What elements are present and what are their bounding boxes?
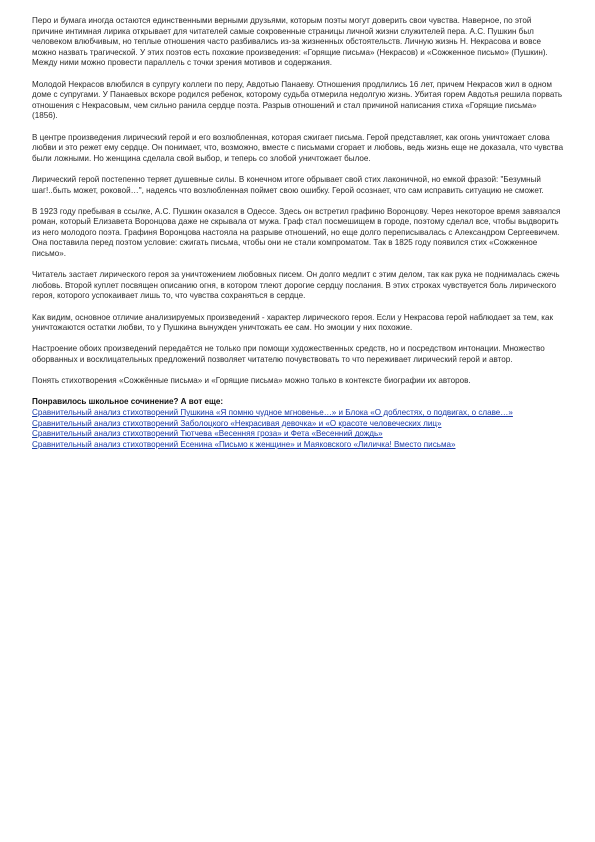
document-page [32, 16, 564, 450]
list-item [32, 440, 564, 451]
article-paragraph-6: Читатель застает лирического героя за уничтожением любовных писем. Он долго медлит с этим делом, так как рука не поднималась сжечь любовь. Второй куплет посвящен описанию огня, в котором тлеют дорогие сердцу послания. В этих строках чувствуется боль лирического героя, которого успокаивает лишь то, что чувства сохраняться в сердце. [32, 270, 560, 301]
article-paragraph-8: Настроение обоих произведений передаётся не только при помощи художественных средств, но и посредством интонации. Множество оборванных и восклицательных предложений позволяет читателю почувствовать то что переживает лирический герой и автор. [32, 344, 545, 364]
list-item [32, 408, 564, 419]
list-item [32, 429, 564, 440]
related-essays-section [32, 397, 564, 450]
article-paragraph-1: Перо и бумага иногда остаются единственными верными друзьями, которым поэты могут доверить свои чувства. Наверное, по этой причине интимная лирика открывает для читателей самые сокровенные страницы личной жизни служителей пера. А.С. Пушкин был человеком влюбчивым, но теплые отношения часто разбивались из-за жизненных обстоятельств. Личную жизнь Н. Некрасова и вовсе можно назвать трагической. У этих поэтов есть похожие произведения: «Горящие письма» (Некрасов) и «Сожженное письмо» (Пушкин). Между ними можно провести параллель с точки зрения мотивов и содержания. [32, 16, 548, 68]
related-essay-link-2[interactable]: Сравнительный анализ стихотворений Заболоцкого «Некрасивая девочка» и «О красоте человеческих лиц» [32, 418, 442, 428]
list-item [32, 419, 564, 430]
article-paragraph-3: В центре произведения лирический герой и его возлюбленная, которая сжигает письма. Герой представляет, как огонь уничтожает слова любви и это режет ему сердце. Он понимает, что, возможно, вместе с письмами сгорает и любовь, ведь жизнь еще не доказала, что чувства были ложными. Но женщина сделала свой выбор, и теперь со злобой уничтожает былое. [32, 132, 564, 163]
article-paragraph-4: Лирический герой постепенно теряет душевные силы. В конечном итоге обрывает свой стих лаконичной, но емкой фразой: "Безумный шаг!..быть может, роковой…", надеясь что возлюбленная поймет свою ошибку. Герой осознает, что сам исправить ситуацию не сможет. [32, 174, 544, 195]
related-essays-heading: Понравилось школьное сочинение? А вот еще: [32, 397, 224, 407]
related-essay-link-3[interactable]: Сравнительный анализ стихотворений Тютчева «Весенняя гроза» и Фета «Весенний дождь» [32, 429, 383, 439]
related-essays-list [32, 408, 564, 450]
article-paragraph-5: В 1923 году пребывая в ссылке, А.С. Пушкин оказался в Одессе. Здесь он встретил графиню Воронцову. Через некоторое время завязался роман, который Елизавета Воронцова даже не скрывала от мужа. Граф стал посмешищем в городе, поэтому сделал все, чтобы выдворить из него молодого поэта. Графиня Воронцова настояла на разрыве отношений, но еще долго переписывалась с Александром Сергеевичем. Она поставила перед поэтом условие: сжигать письма, чтобы они не стали компроматом. Так в 1825 году появился стих «Сожженное письмо». [32, 206, 561, 259]
related-essay-link-4[interactable]: Сравнительный анализ стихотворений Есенина «Письмо к женщине» и Маяковского «Лиличка! Вместо письма» [32, 439, 456, 449]
article-paragraph-2: Молодой Некрасов влюбился в супругу коллеги по перу, Авдотью Панаеву. Отношения продлились 16 лет, причем Некрасов жил в одном доме с супругами. У Панаевых вскоре родился ребенок, которому судьба отмерила недолгую жизнь. Убитая горем Авдотья решила порвать отношения с Некрасовым, чем сильно ранила сердце поэта. Разрыв отношений и стал причиной написания стиха «Горящие письма» (1856). [32, 79, 563, 121]
article-paragraph-7: Как видим, основное отличие анализируемых произведений - характер лирического героя. Если у Некрасова герой наблюдает за тем, как уничтожаются остатки любви, то у Пушкина вынужден уничтожать ее сам. Но эмоции у них похожие. [32, 312, 553, 333]
related-essay-link-1[interactable]: Сравнительный анализ стихотворений Пушкина «Я помню чудное мгновенье…» и Блока «О доблестях, о подвигах, о славе…» [32, 407, 513, 417]
article-paragraph-9: Понять стихотворения «Сожжённые письма» и «Горящие письма» можно только в контексте биографии их авторов. [32, 376, 471, 386]
